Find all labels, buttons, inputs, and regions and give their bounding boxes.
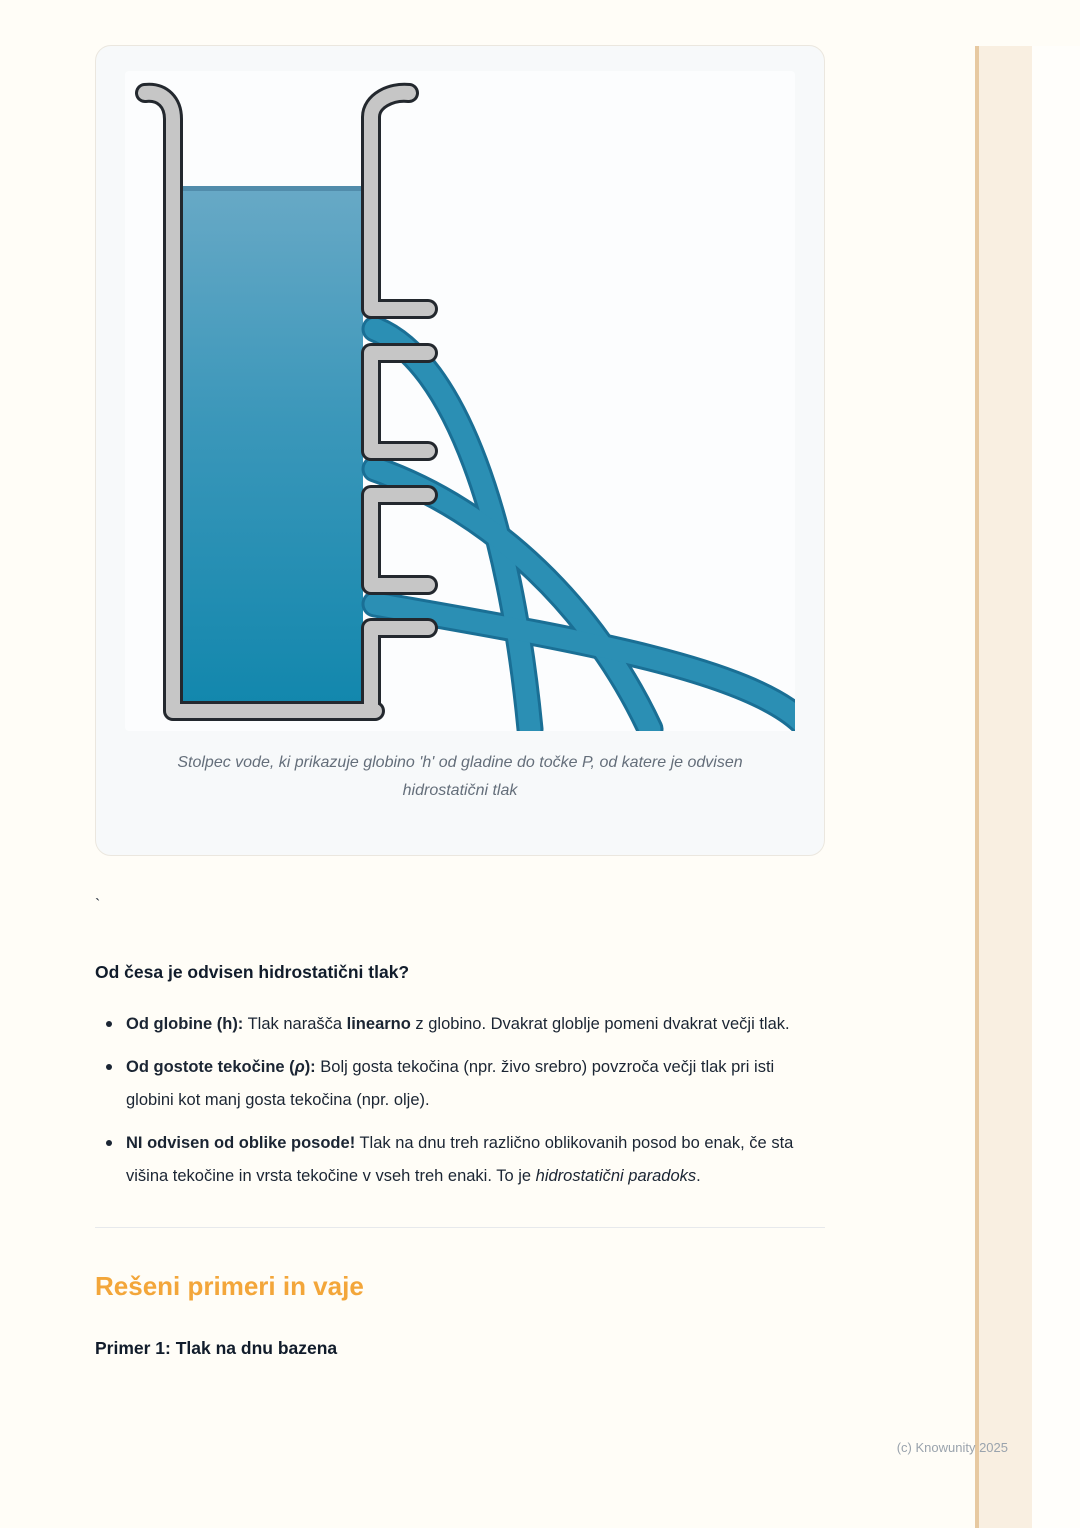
page-title: Rešeni primeri in vaje [95, 1271, 364, 1301]
water-column-illustration [125, 71, 795, 731]
bullet-item: Od gostote tekočine (ρ): Bolj gosta tekočina (npr. živo srebro) povzroča večji tlak pri isti globini kot manj gosta tekočina (npr. olje). [95, 1051, 825, 1117]
example-heading: Primer 1: Tlak na dnu bazena [95, 1338, 338, 1358]
document-content [95, 45, 825, 1360]
figure-card [95, 45, 825, 856]
water-surface-line [181, 186, 363, 191]
section-heading: Od česa je odvisen hidrostatični tlak? [95, 962, 410, 982]
water-tank-svg [125, 71, 795, 731]
water-jets [375, 329, 795, 729]
stray-backtick: ` [95, 897, 101, 914]
bullet-list [95, 1008, 825, 1193]
figure-caption: Stolpec vode, ki prikazuje globino 'h' od gladine do točke P, od katere je odvisen hidrostatični tlak [177, 754, 743, 799]
bullet-item: NI odvisen od oblike posode! Tlak na dnu treh različno oblikovanih posod bo enak, če sta višina tekočine in vrsta tekočine v vseh treh enaki. To je hidrostatični paradoks. [95, 1127, 825, 1193]
right-stripe-edge [1032, 46, 1080, 1528]
water-body [181, 186, 363, 705]
bullet-item: Od globine (h): Tlak narašča linearno z globino. Dvakrat globlje pomeni dvakrat večji tlak. [95, 1008, 825, 1041]
section-divider [95, 1227, 825, 1228]
right-stripe-band [979, 46, 1032, 1528]
copyright-text: (c) Knowunity 2025 [896, 1440, 1008, 1455]
